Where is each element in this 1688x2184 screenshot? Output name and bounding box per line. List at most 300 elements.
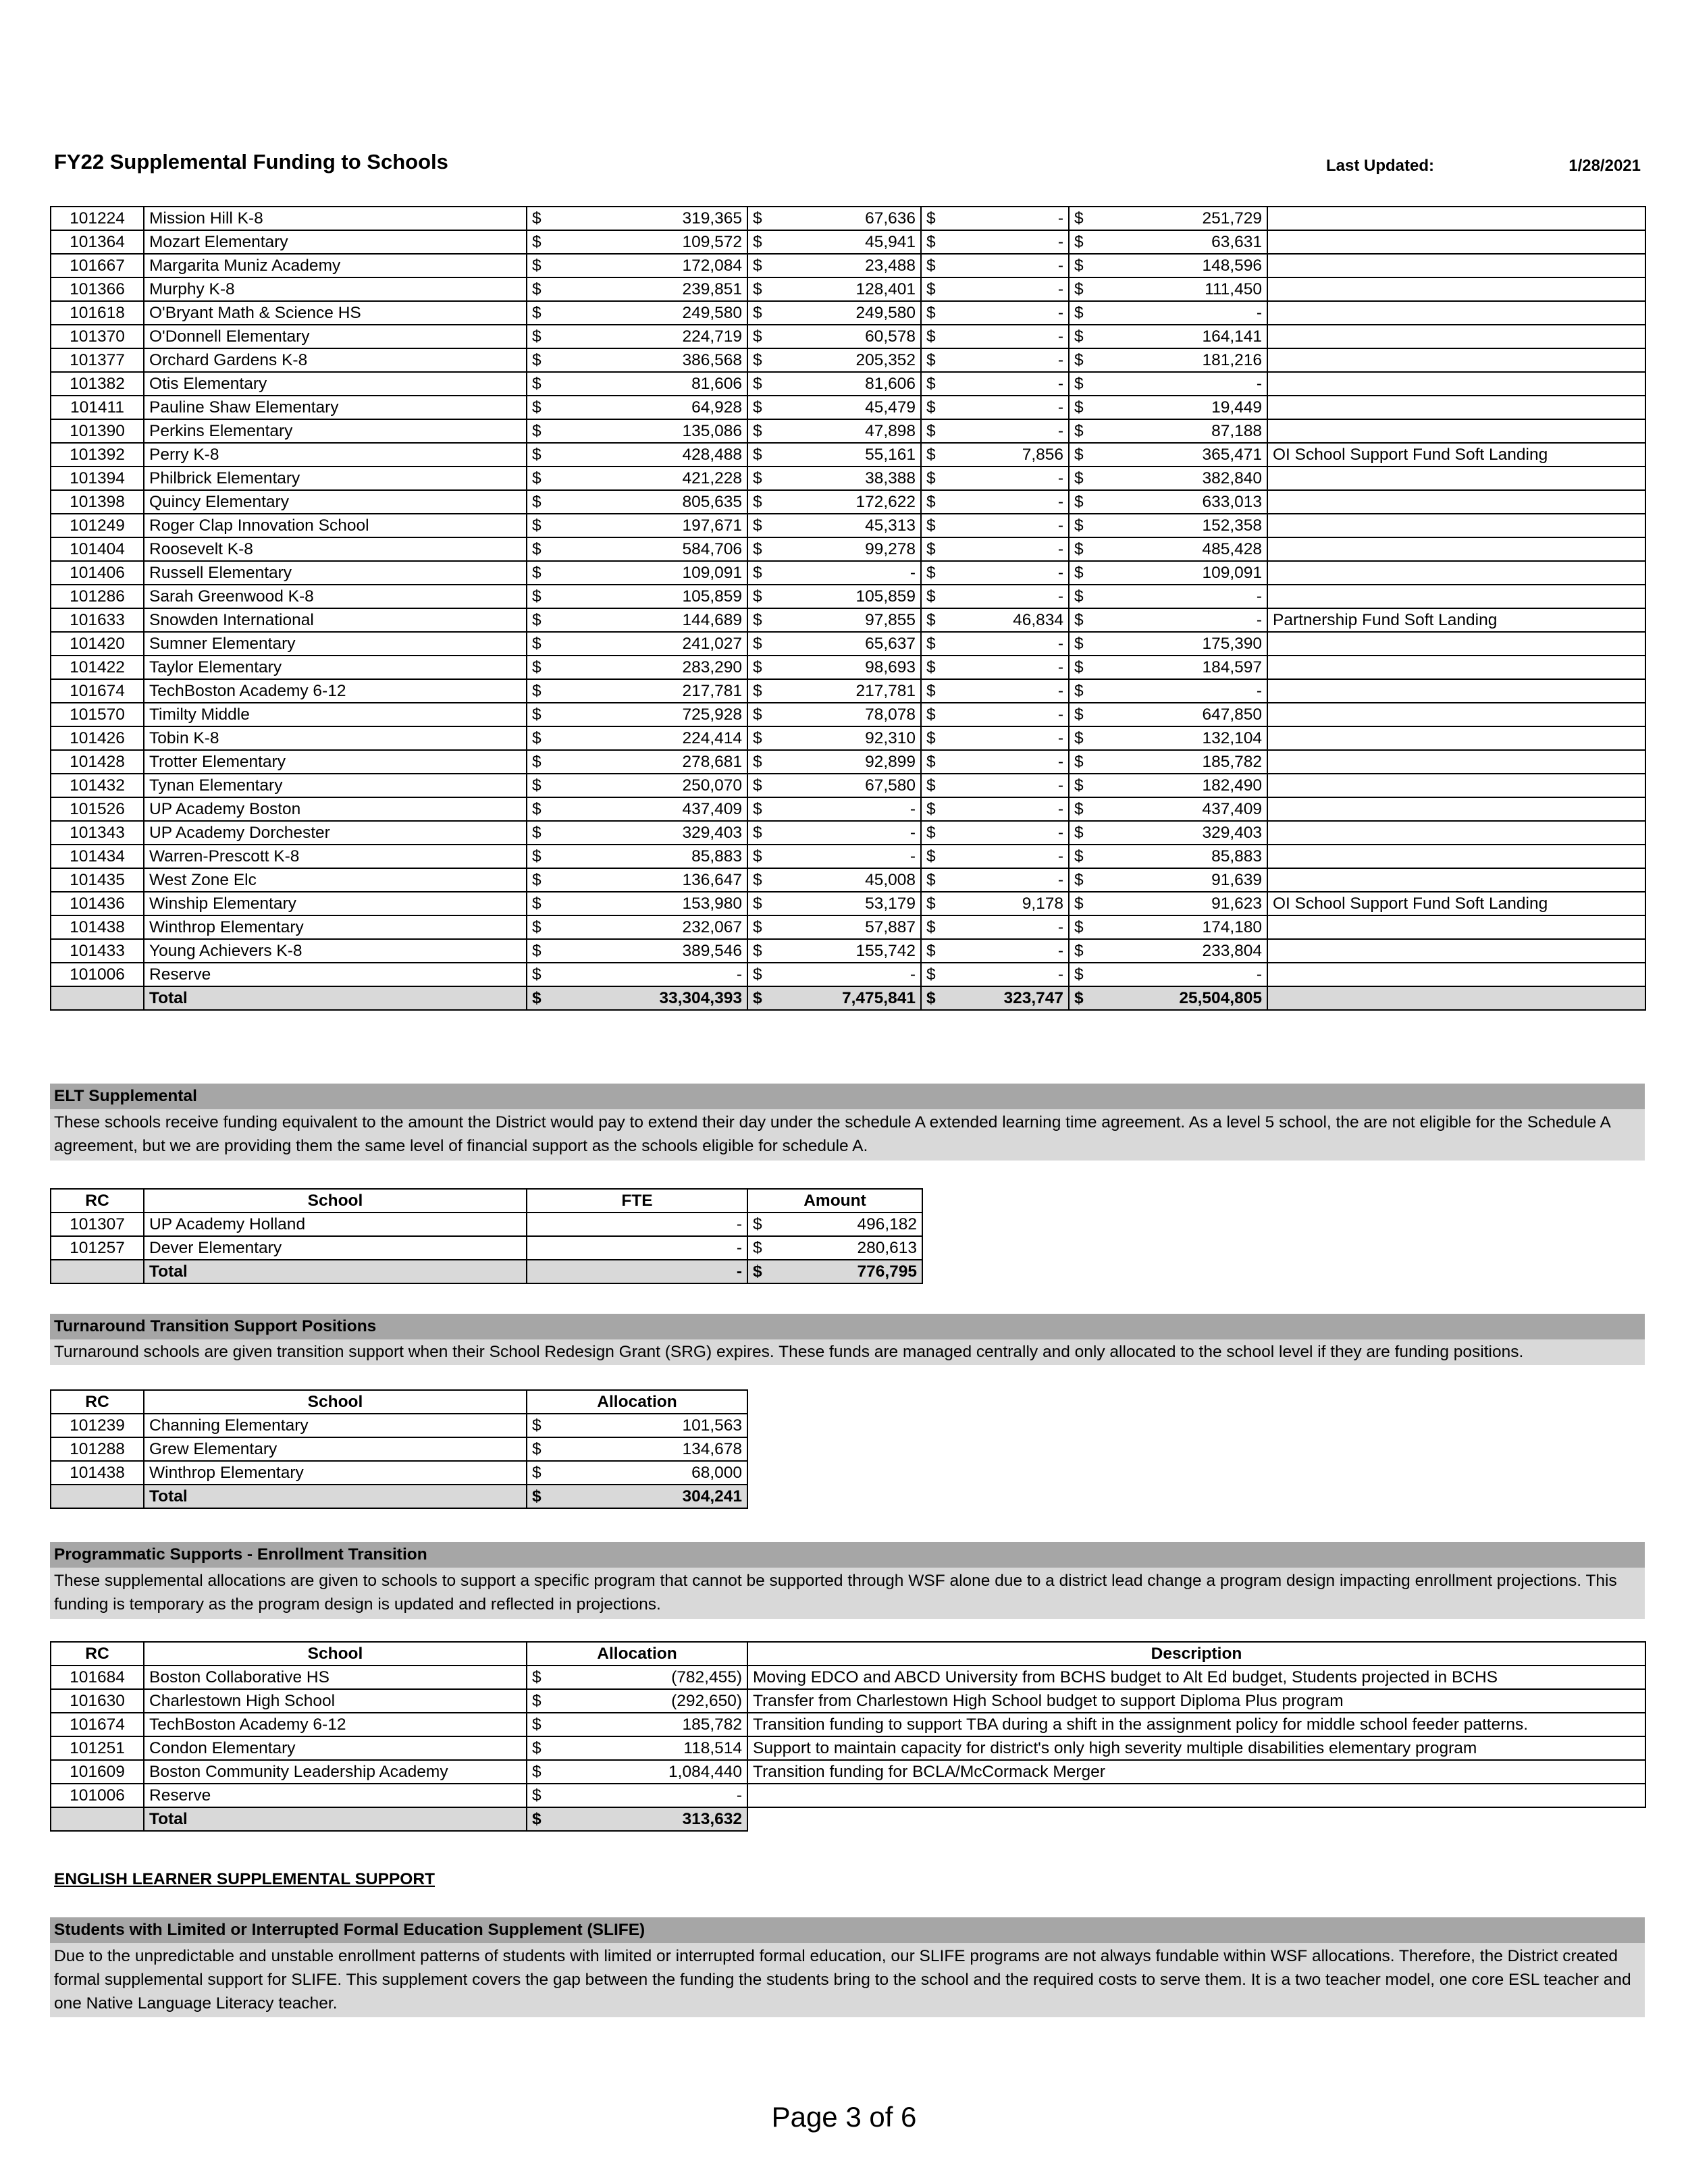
- note-cell: [1267, 372, 1645, 396]
- elt-table: [50, 1188, 923, 1284]
- currency-symbol: $: [1069, 230, 1097, 254]
- allocation-cell: 185,782: [555, 1713, 747, 1736]
- amount-cell: 136,647: [555, 868, 747, 892]
- amount-cell: 224,414: [555, 726, 747, 750]
- slife-description: Due to the unpredictable and unstable enrollment patterns of students with limited or interrupted formal education, our SLIFE programs are not always fundable within WSF allocations. Therefore, the District created formal supplemental support for SLIFE. This supplement covers the gap between the funding the students bring to the school and the required costs to serve them. It is a two teacher model, one core ESL teacher and one Native Language Literacy teacher.: [50, 1943, 1645, 2017]
- amount-cell: 365,471: [1097, 443, 1267, 467]
- rc-cell: 101435: [51, 868, 144, 892]
- amount-cell: 389,546: [555, 939, 747, 963]
- total-row: [51, 986, 1645, 1010]
- rc-cell: 101006: [51, 1784, 144, 1807]
- school-cell: Sarah Greenwood K-8: [144, 585, 527, 608]
- total-row: [51, 1807, 1645, 1831]
- last-updated-label: Last Updated:: [1326, 157, 1435, 175]
- amount-cell: 23,488: [776, 254, 921, 277]
- amount-cell: -: [949, 750, 1069, 774]
- amount-cell: 172,622: [776, 490, 921, 514]
- school-cell: Roosevelt K-8: [144, 537, 527, 561]
- currency-symbol: $: [747, 419, 776, 443]
- description-cell: [747, 1784, 1645, 1807]
- school-cell: Russell Elementary: [144, 561, 527, 585]
- rc-cell: 101420: [51, 632, 144, 656]
- rc-cell: 101674: [51, 679, 144, 703]
- currency-symbol: $: [1069, 963, 1097, 986]
- amount-cell: 81,606: [776, 372, 921, 396]
- amount-cell: 217,781: [776, 679, 921, 703]
- amount-cell: 98,693: [776, 656, 921, 679]
- currency-symbol: $: [1069, 325, 1097, 348]
- note-cell: [1267, 679, 1645, 703]
- currency-symbol: $: [921, 868, 949, 892]
- school-cell: Murphy K-8: [144, 277, 527, 301]
- currency-symbol: $: [747, 1236, 776, 1260]
- currency-symbol: $: [1069, 750, 1097, 774]
- amount-cell: -: [949, 467, 1069, 490]
- table-row: [51, 396, 1645, 419]
- description-cell: Support to maintain capacity for district's only high severity multiple disabilities elementary program: [747, 1736, 1645, 1760]
- rc-cell: 101630: [51, 1689, 144, 1713]
- note-cell: [1267, 254, 1645, 277]
- note-cell: [1267, 325, 1645, 348]
- total-amount: 7,475,841: [776, 986, 921, 1010]
- school-cell: Boston Collaborative HS: [144, 1666, 527, 1689]
- currency-symbol: $: [527, 230, 555, 254]
- rc-cell: 101366: [51, 277, 144, 301]
- currency-symbol: $: [527, 1784, 555, 1807]
- school-cell: Perry K-8: [144, 443, 527, 467]
- note-cell: [1267, 797, 1645, 821]
- amount-cell: -: [949, 656, 1069, 679]
- amount-cell: 319,365: [555, 207, 747, 230]
- english-learner-heading: ENGLISH LEARNER SUPPLEMENTAL SUPPORT: [54, 1870, 436, 1888]
- amount-cell: -: [1097, 585, 1267, 608]
- rc-cell: 101422: [51, 656, 144, 679]
- school-cell: Mission Hill K-8: [144, 207, 527, 230]
- currency-symbol: $: [921, 325, 949, 348]
- table-row: [51, 325, 1645, 348]
- total-label: Total: [144, 1485, 527, 1508]
- currency-symbol: $: [921, 277, 949, 301]
- amount-cell: 241,027: [555, 632, 747, 656]
- table-row: [51, 277, 1645, 301]
- currency-symbol: $: [747, 537, 776, 561]
- amount-cell: 224,719: [555, 325, 747, 348]
- amount-cell: 155,742: [776, 939, 921, 963]
- currency-symbol: $: [921, 986, 949, 1010]
- amount-cell: 85,883: [1097, 845, 1267, 868]
- currency-symbol: $: [747, 750, 776, 774]
- school-cell: O'Bryant Math & Science HS: [144, 301, 527, 325]
- currency-symbol: $: [921, 467, 949, 490]
- currency-symbol: $: [527, 254, 555, 277]
- amount-cell: -: [1097, 963, 1267, 986]
- note-cell: [1267, 939, 1645, 963]
- currency-symbol: $: [1069, 845, 1097, 868]
- table-row: [51, 443, 1645, 467]
- currency-symbol: $: [527, 537, 555, 561]
- school-cell: West Zone Elc: [144, 868, 527, 892]
- rc-cell: [51, 1807, 144, 1831]
- currency-symbol: $: [921, 726, 949, 750]
- currency-symbol: $: [527, 939, 555, 963]
- programmatic-description: These supplemental allocations are given to schools to support a specific program that cannot be supported through WSF alone due to a district lead change a program design impacting enrollment projections. This funding is temporary as the program design is updated and reflected in projections.: [50, 1568, 1645, 1619]
- table-row: [51, 679, 1645, 703]
- school-cell: Charlestown High School: [144, 1689, 527, 1713]
- amount-cell: 92,310: [776, 726, 921, 750]
- currency-symbol: $: [1069, 868, 1097, 892]
- fte-cell: -: [527, 1213, 747, 1236]
- rc-cell: 101674: [51, 1713, 144, 1736]
- currency-symbol: $: [527, 963, 555, 986]
- currency-symbol: $: [527, 277, 555, 301]
- amount-cell: -: [949, 396, 1069, 419]
- currency-symbol: $: [527, 750, 555, 774]
- amount-cell: -: [949, 703, 1069, 726]
- table-row: [51, 608, 1645, 632]
- amount-cell: -: [949, 537, 1069, 561]
- rc-cell: 101438: [51, 1461, 144, 1485]
- amount-cell: 197,671: [555, 514, 747, 537]
- currency-symbol: $: [747, 254, 776, 277]
- currency-symbol: $: [921, 396, 949, 419]
- school-cell: Trotter Elementary: [144, 750, 527, 774]
- table-row: [51, 1666, 1645, 1689]
- amount-cell: 45,313: [776, 514, 921, 537]
- amount-cell: 105,859: [555, 585, 747, 608]
- note-cell: [1267, 230, 1645, 254]
- currency-symbol: $: [747, 561, 776, 585]
- total-amount: 304,241: [555, 1485, 747, 1508]
- table-row: [51, 821, 1645, 845]
- currency-symbol: $: [527, 561, 555, 585]
- amount-cell: 91,623: [1097, 892, 1267, 915]
- currency-symbol: $: [747, 892, 776, 915]
- note-cell: [1267, 726, 1645, 750]
- table-row: [51, 939, 1645, 963]
- currency-symbol: $: [921, 915, 949, 939]
- amount-cell: -: [949, 419, 1069, 443]
- rc-cell: 101570: [51, 703, 144, 726]
- amount-cell: -: [776, 561, 921, 585]
- amount-cell: 633,013: [1097, 490, 1267, 514]
- amount-cell: -: [949, 561, 1069, 585]
- amount-cell: -: [1097, 679, 1267, 703]
- amount-cell: 132,104: [1097, 726, 1267, 750]
- currency-symbol: $: [527, 703, 555, 726]
- currency-symbol: $: [1069, 986, 1097, 1010]
- amount-cell: 278,681: [555, 750, 747, 774]
- amount-cell: 329,403: [1097, 821, 1267, 845]
- school-cell: Winthrop Elementary: [144, 915, 527, 939]
- school-cell: Otis Elementary: [144, 372, 527, 396]
- table-row: [51, 1689, 1645, 1713]
- note-cell: [1267, 348, 1645, 372]
- table-row: [51, 230, 1645, 254]
- currency-symbol: $: [1069, 892, 1097, 915]
- programmatic-header-school: School: [144, 1642, 527, 1666]
- currency-symbol: $: [747, 585, 776, 608]
- currency-symbol: $: [747, 301, 776, 325]
- school-cell: UP Academy Holland: [144, 1213, 527, 1236]
- amount-cell: 185,782: [1097, 750, 1267, 774]
- amount-cell: -: [949, 372, 1069, 396]
- rc-cell: 101633: [51, 608, 144, 632]
- total-row: [51, 1260, 922, 1283]
- amount-cell: 53,179: [776, 892, 921, 915]
- amount-cell: 38,388: [776, 467, 921, 490]
- currency-symbol: $: [527, 1736, 555, 1760]
- currency-symbol: $: [747, 726, 776, 750]
- amount-cell: -: [776, 797, 921, 821]
- note-cell: [1267, 963, 1645, 986]
- currency-symbol: $: [747, 632, 776, 656]
- amount-cell: 250,070: [555, 774, 747, 797]
- school-cell: Grew Elementary: [144, 1437, 527, 1461]
- school-cell: Snowden International: [144, 608, 527, 632]
- currency-symbol: $: [747, 1213, 776, 1236]
- school-cell: Timilty Middle: [144, 703, 527, 726]
- amount-cell: 57,887: [776, 915, 921, 939]
- currency-symbol: $: [747, 703, 776, 726]
- currency-symbol: $: [527, 419, 555, 443]
- rc-cell: 101257: [51, 1236, 144, 1260]
- total-amount: 313,632: [555, 1807, 747, 1831]
- amount-cell: 105,859: [776, 585, 921, 608]
- note-cell: [1267, 868, 1645, 892]
- table-row: [51, 915, 1645, 939]
- amount-cell: 152,358: [1097, 514, 1267, 537]
- currency-symbol: $: [747, 986, 776, 1010]
- turnaround-header-school: School: [144, 1390, 527, 1414]
- currency-symbol: $: [1069, 443, 1097, 467]
- currency-symbol: $: [527, 845, 555, 868]
- rc-cell: 101428: [51, 750, 144, 774]
- currency-symbol: $: [1069, 254, 1097, 277]
- note-cell: [1267, 703, 1645, 726]
- currency-symbol: $: [747, 372, 776, 396]
- rc-cell: 101436: [51, 892, 144, 915]
- total-fte: -: [527, 1260, 747, 1283]
- amount-cell: 437,409: [555, 797, 747, 821]
- amount-cell: 9,178: [949, 892, 1069, 915]
- rc-cell: 101684: [51, 1666, 144, 1689]
- school-cell: Perkins Elementary: [144, 419, 527, 443]
- amount-cell: 233,804: [1097, 939, 1267, 963]
- amount-cell: 7,856: [949, 443, 1069, 467]
- table-row: [51, 514, 1645, 537]
- allocation-cell: -: [555, 1784, 747, 1807]
- currency-symbol: $: [1069, 277, 1097, 301]
- currency-symbol: $: [1069, 514, 1097, 537]
- total-label: Total: [144, 1260, 527, 1283]
- table-row: [51, 1784, 1645, 1807]
- allocation-cell: 101,563: [555, 1414, 747, 1437]
- table-row: [51, 750, 1645, 774]
- table-row: [51, 419, 1645, 443]
- school-cell: Mozart Elementary: [144, 230, 527, 254]
- amount-cell: 111,450: [1097, 277, 1267, 301]
- amount-cell: 174,180: [1097, 915, 1267, 939]
- description-cell: Transition funding to support TBA during a shift in the assignment policy for middle school feeder patterns.: [747, 1713, 1645, 1736]
- currency-symbol: $: [1069, 797, 1097, 821]
- elt-header-rc: RC: [51, 1189, 144, 1213]
- amount-cell: -: [949, 963, 1069, 986]
- amount-cell: -: [949, 348, 1069, 372]
- table-row: [51, 845, 1645, 868]
- table-row: [51, 301, 1645, 325]
- amount-cell: -: [949, 325, 1069, 348]
- school-cell: Quincy Elementary: [144, 490, 527, 514]
- table-row: [51, 467, 1645, 490]
- currency-symbol: $: [1069, 915, 1097, 939]
- rc-cell: 101364: [51, 230, 144, 254]
- allocation-cell: (782,455): [555, 1666, 747, 1689]
- amount-cell: 421,228: [555, 467, 747, 490]
- currency-symbol: $: [921, 372, 949, 396]
- note-cell: OI School Support Fund Soft Landing: [1267, 443, 1645, 467]
- school-cell: Channing Elementary: [144, 1414, 527, 1437]
- amount-cell: -: [949, 679, 1069, 703]
- school-cell: Pauline Shaw Elementary: [144, 396, 527, 419]
- rc-cell: 101392: [51, 443, 144, 467]
- currency-symbol: $: [921, 254, 949, 277]
- amount-cell: -: [949, 868, 1069, 892]
- currency-symbol: $: [747, 797, 776, 821]
- description-cell: Transfer from Charlestown High School budget to support Diploma Plus program: [747, 1689, 1645, 1713]
- main-funding-table: [50, 206, 1646, 1011]
- amount-cell: 184,597: [1097, 656, 1267, 679]
- amount-cell: 148,596: [1097, 254, 1267, 277]
- school-cell: Sumner Elementary: [144, 632, 527, 656]
- turnaround-description: Turnaround schools are given transition support when their School Redesign Grant (SRG) expires. These funds are managed centrally and only allocated to the school level if they are funding positions.: [50, 1339, 1645, 1365]
- currency-symbol: $: [527, 301, 555, 325]
- currency-symbol: $: [747, 939, 776, 963]
- currency-symbol: $: [921, 230, 949, 254]
- table-row: [51, 490, 1645, 514]
- page-number: Page 3 of 6: [771, 2101, 917, 2133]
- currency-symbol: $: [527, 585, 555, 608]
- note-cell: [1267, 396, 1645, 419]
- currency-symbol: $: [747, 277, 776, 301]
- turnaround-header-rc: RC: [51, 1390, 144, 1414]
- amount-cell: -: [776, 845, 921, 868]
- currency-symbol: $: [921, 774, 949, 797]
- currency-symbol: $: [1069, 585, 1097, 608]
- amount-cell: 85,883: [555, 845, 747, 868]
- currency-symbol: $: [527, 774, 555, 797]
- currency-symbol: $: [921, 490, 949, 514]
- school-cell: TechBoston Academy 6-12: [144, 1713, 527, 1736]
- amount-cell: 249,580: [555, 301, 747, 325]
- currency-symbol: $: [1069, 490, 1097, 514]
- currency-symbol: $: [747, 230, 776, 254]
- amount-cell: 437,409: [1097, 797, 1267, 821]
- total-label: Total: [144, 986, 527, 1010]
- rc-cell: 101382: [51, 372, 144, 396]
- amount-cell: 205,352: [776, 348, 921, 372]
- currency-symbol: $: [747, 443, 776, 467]
- table-row: [51, 1414, 747, 1437]
- currency-symbol: $: [921, 585, 949, 608]
- amount-cell: 99,278: [776, 537, 921, 561]
- currency-symbol: $: [1069, 726, 1097, 750]
- currency-symbol: $: [527, 915, 555, 939]
- currency-symbol: $: [747, 845, 776, 868]
- total-amount: 323,747: [949, 986, 1069, 1010]
- total-row: [51, 1485, 747, 1508]
- amount-cell: -: [949, 301, 1069, 325]
- currency-symbol: $: [921, 845, 949, 868]
- currency-symbol: $: [1069, 396, 1097, 419]
- programmatic-header-description: Description: [747, 1642, 1645, 1666]
- amount-cell: 485,428: [1097, 537, 1267, 561]
- currency-symbol: $: [747, 467, 776, 490]
- total-label: Total: [144, 1807, 527, 1831]
- note-cell: OI School Support Fund Soft Landing: [1267, 892, 1645, 915]
- amount-cell: 65,637: [776, 632, 921, 656]
- rc-cell: 101307: [51, 1213, 144, 1236]
- description-cell: Transition funding for BCLA/McCormack Merger: [747, 1760, 1645, 1784]
- school-cell: Dever Elementary: [144, 1236, 527, 1260]
- note-cell: [1267, 845, 1645, 868]
- note-cell: [1267, 915, 1645, 939]
- note-cell: [1267, 301, 1645, 325]
- currency-symbol: $: [527, 443, 555, 467]
- currency-symbol: $: [747, 396, 776, 419]
- note-cell: [1267, 656, 1645, 679]
- amount-cell: 46,834: [949, 608, 1069, 632]
- amount-cell: 217,781: [555, 679, 747, 703]
- amount-cell: -: [949, 797, 1069, 821]
- amount-cell: 47,898: [776, 419, 921, 443]
- amount-cell: 135,086: [555, 419, 747, 443]
- rc-cell: [51, 1485, 144, 1508]
- school-cell: Young Achievers K-8: [144, 939, 527, 963]
- programmatic-header-allocation: Allocation: [527, 1642, 747, 1666]
- amount-cell: -: [949, 585, 1069, 608]
- currency-symbol: $: [1069, 608, 1097, 632]
- rc-cell: 101370: [51, 325, 144, 348]
- allocation-cell: 134,678: [555, 1437, 747, 1461]
- table-row: [51, 797, 1645, 821]
- note-cell: [1267, 632, 1645, 656]
- currency-symbol: $: [921, 797, 949, 821]
- currency-symbol: $: [527, 632, 555, 656]
- amount-cell: 92,899: [776, 750, 921, 774]
- amount-cell: 91,639: [1097, 868, 1267, 892]
- slife-heading: Students with Limited or Interrupted Formal Education Supplement (SLIFE): [50, 1917, 1645, 1943]
- currency-symbol: $: [527, 1689, 555, 1713]
- turnaround-header-allocation: Allocation: [527, 1390, 747, 1414]
- table-row: [51, 1213, 922, 1236]
- rc-cell: 101286: [51, 585, 144, 608]
- currency-symbol: $: [747, 514, 776, 537]
- currency-symbol: $: [921, 963, 949, 986]
- currency-symbol: $: [921, 656, 949, 679]
- amount-cell: -: [949, 632, 1069, 656]
- school-cell: Tobin K-8: [144, 726, 527, 750]
- amount-cell: -: [949, 490, 1069, 514]
- school-cell: Reserve: [144, 963, 527, 986]
- elt-header-amount: Amount: [747, 1189, 922, 1213]
- amount-cell: 382,840: [1097, 467, 1267, 490]
- amount-cell: 63,631: [1097, 230, 1267, 254]
- amount-cell: 45,008: [776, 868, 921, 892]
- currency-symbol: $: [747, 656, 776, 679]
- total-amount: 33,304,393: [555, 986, 747, 1010]
- currency-symbol: $: [747, 490, 776, 514]
- allocation-cell: 118,514: [555, 1736, 747, 1760]
